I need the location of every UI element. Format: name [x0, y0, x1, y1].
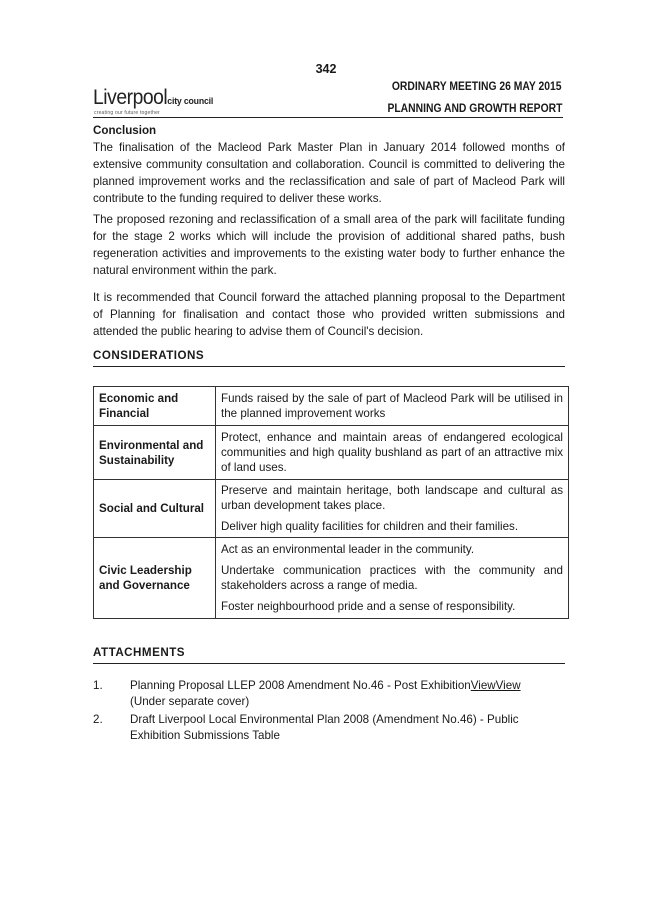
- row-text-line: Preserve and maintain heritage, both landscape and cultural as urban development takes place.: [221, 484, 563, 512]
- liverpool-city-council-logo: [93, 86, 253, 120]
- table-row: [94, 538, 569, 619]
- row-text: [216, 480, 569, 538]
- table-row: [94, 480, 569, 538]
- row-text-line: Protect, enhance and maintain areas of endangered ecological communities and high quality bushland as part of an attractive mix of land uses.: [221, 431, 563, 474]
- attachment-text: Draft Liverpool Local Environmental Plan 2008 (Amendment No.46) - Public Exhibition Submissions Table: [130, 713, 519, 742]
- considerations-divider: [93, 366, 565, 367]
- list-item: [93, 712, 565, 744]
- meeting-title: ORDINARY MEETING 26 MAY 2015: [392, 81, 562, 93]
- logo-wordmark: Liverpoolcity council: [93, 86, 214, 109]
- attachment-number: 2.: [93, 713, 103, 726]
- attachment-number: 1.: [93, 679, 103, 692]
- row-text-line: Funds raised by the sale of part of Macleod Park will be utilised in the planned improvement works: [221, 392, 563, 420]
- conclusion-paragraph: The proposed rezoning and reclassification of a small area of the park will facilitate funding for the stage 2 works which will include the provision of additional shared paths, bush regeneration activities and improvements to the existing water body to further enhance the natural environment within the park.: [93, 213, 565, 277]
- report-title: PLANNING AND GROWTH REPORT: [387, 103, 562, 115]
- attachment-title: Planning Proposal LLEP 2008 Amendment No.46 - Post Exhibition: [130, 679, 471, 692]
- row-text-line: Act as an environmental leader in the community.: [221, 543, 475, 556]
- conclusion-paragraph: It is recommended that Council forward the attached planning proposal to the Department of Planning for finalisation and contact those who provided written submissions and attended the public hearing to advise them of Council's decision.: [93, 291, 565, 338]
- row-text-line: Deliver high quality facilities for children and their families.: [221, 520, 519, 533]
- logo-tagline: creating our future together: [94, 110, 160, 116]
- conclusion-heading: Conclusion: [93, 124, 157, 137]
- attachments-list: [93, 678, 565, 746]
- table-row: [94, 387, 569, 426]
- attachment-text: [130, 678, 565, 710]
- considerations-table: [93, 386, 569, 619]
- view-link[interactable]: View: [495, 679, 521, 692]
- page-number: 342: [315, 62, 337, 76]
- view-link[interactable]: View: [470, 679, 496, 692]
- attachments-divider: [93, 663, 565, 664]
- row-text: [216, 538, 569, 619]
- logo-suffix: city council: [167, 96, 214, 107]
- row-label: Economic and Financial: [94, 387, 216, 426]
- row-label: Social and Cultural: [94, 480, 216, 538]
- row-text: [216, 387, 569, 426]
- row-text-line: Undertake communication practices with the community and stakeholders across a range of media.: [221, 564, 563, 592]
- row-text-line: Foster neighbourhood pride and a sense of responsibility.: [221, 600, 516, 613]
- row-text: [216, 426, 569, 480]
- attachments-heading: ATTACHMENTS: [93, 646, 186, 659]
- header-divider: [93, 117, 563, 118]
- list-item: [93, 678, 565, 710]
- table-row: [94, 426, 569, 480]
- row-label: Civic Leadership and Governance: [94, 538, 216, 619]
- conclusion-paragraph: The finalisation of the Macleod Park Master Plan in January 2014 followed months of extensive community consultation and collaboration. Council is committed to delivering the planned improvement works and the reclassification and sale of part of Macleod Park will contribute to the funding required to deliver these works.: [93, 141, 565, 205]
- considerations-heading: CONSIDERATIONS: [93, 349, 205, 362]
- attachment-note: (Under separate cover): [130, 695, 250, 708]
- row-label: Environmental and Sustainability: [94, 426, 216, 480]
